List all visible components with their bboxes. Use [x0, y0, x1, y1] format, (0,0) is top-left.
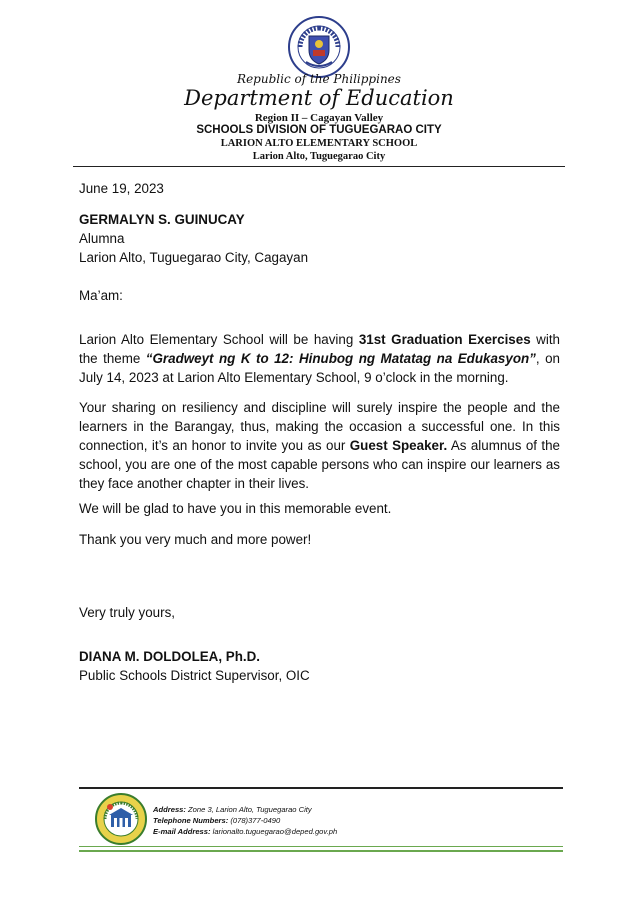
- recipient-block: [79, 210, 560, 267]
- complimentary-close: Very truly yours,: [79, 605, 175, 620]
- footer-email: [153, 826, 553, 837]
- footer-address: [153, 804, 553, 815]
- footer-green-rule-thin: [79, 846, 563, 847]
- school-address-heading: Larion Alto, Tuguegarao City: [252, 151, 386, 162]
- deped-seal-icon: [288, 16, 350, 78]
- p2-text-a: Your sharing on resiliency and discipline will surely inspire the people and the learners in the Barangay, thus, making the occasion a successful one. In this connection, it’s an honor to invite you as our: [79, 400, 560, 453]
- division-heading: SCHOOLS DIVISION OF TUGUEGARAO CITY: [196, 124, 442, 136]
- footer-phone: [153, 815, 553, 826]
- footer-address-label: Address:: [153, 805, 186, 814]
- signature-block: [79, 647, 560, 685]
- p1-text-e: , on July 14, 2023 at Larion Alto Elementary School, 9 o’clock in the morning.: [79, 351, 560, 385]
- school-logo-icon: [95, 793, 147, 845]
- paragraph-invitation: [79, 330, 560, 387]
- p1-text-c: with the theme: [79, 332, 560, 366]
- letter-date: June 19, 2023: [79, 181, 164, 196]
- salutation: Ma’am:: [79, 288, 123, 303]
- footer-email-label: E-mail Address:: [153, 827, 211, 836]
- department-heading: Department of Education: [184, 86, 454, 110]
- paragraph-glad: We will be glad to have you in this memorable event.: [79, 501, 392, 516]
- footer-email-value: larionalto.tuguegarao@deped.gov.ph: [210, 827, 338, 836]
- footer-address-value: Zone 3, Larion Alto, Tuguegarao City: [185, 805, 312, 814]
- p1-theme: “Gradweyt ng K to 12: Hinubog ng Matatag na Edukasyon”: [145, 351, 536, 366]
- p1-event-name: 31st Graduation Exercises: [358, 332, 531, 347]
- footer-phone-label: Telephone Numbers:: [153, 816, 229, 825]
- footer-phone-value: (078)377-0490: [228, 816, 281, 825]
- signer-title: Public Schools District Supervisor, OIC: [79, 668, 310, 683]
- republic-heading: Republic of the Philippines: [237, 72, 401, 86]
- signer-name: DIANA M. DOLDOLEA, Ph.D.: [79, 649, 261, 664]
- recipient-name: GERMALYN S. GUINUCAY: [79, 212, 245, 227]
- recipient-address: Larion Alto, Tuguegarao City, Cagayan: [79, 250, 309, 265]
- paragraph-request: [79, 398, 560, 493]
- paragraph-thanks: Thank you very much and more power!: [79, 532, 312, 547]
- p2-text-c: As alumnus of the school, you are one of the most capable persons who can inspire our learners as they face another chapter in their lives.: [79, 438, 560, 491]
- school-heading: LARION ALTO ELEMENTARY SCHOOL: [220, 138, 418, 149]
- region-heading: Region II – Cagayan Valley: [254, 112, 384, 124]
- footer-green-rule-thick: [79, 850, 563, 852]
- footer-divider: [79, 787, 563, 789]
- header-divider: [73, 166, 565, 167]
- recipient-title: Alumna: [79, 231, 125, 246]
- p2-role: Guest Speaker.: [349, 438, 448, 453]
- p1-text-a: Larion Alto Elementary School will be having: [79, 332, 359, 347]
